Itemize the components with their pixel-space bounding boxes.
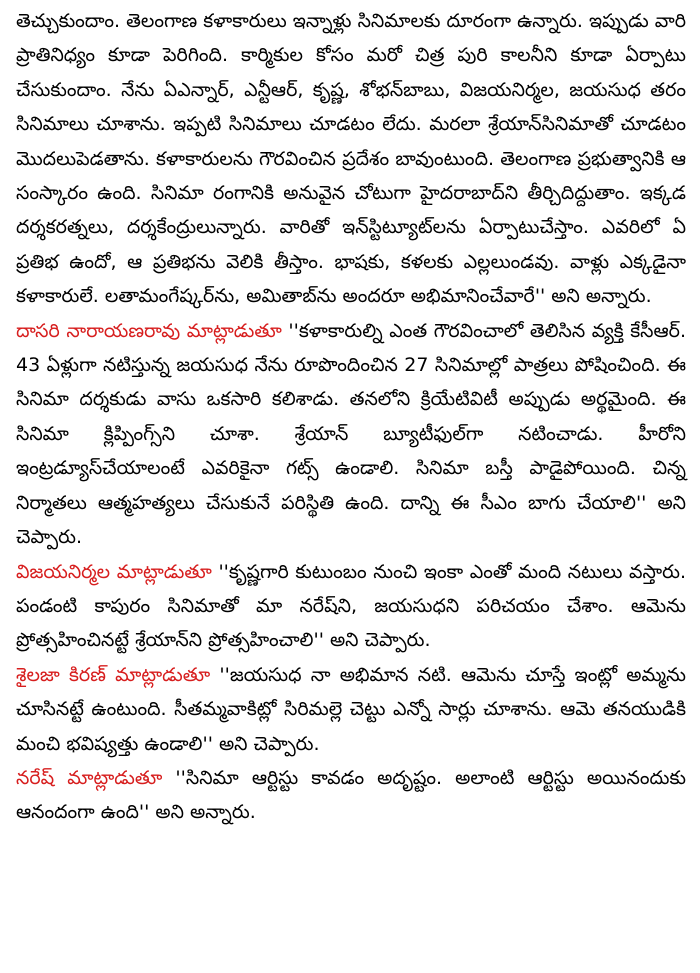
speaker-name: విజయనిర్మల మాట్లాడుతూ	[16, 560, 212, 583]
speech-paragraph-vijayanirmala	[16, 555, 686, 658]
speaker-name: శైలజా కిరణ్‌ మాట్లాడుతూ	[16, 663, 211, 686]
speech-text: ''కృష్ణగారి కుటుంబం నుంచి ఇంకా ఎంతో మంది నటులు వస్తారు. పండంటి కాపురం సినిమాతో మా నరేష్‌ని, జయసుధని పరిచయం చేశాం. ఆమెను ప్రోత్సహించినట్టే శ్రేయాన్‌ని ప్రోత్సహించాలి'' అని చెప్పారు.	[16, 560, 686, 652]
speech-paragraph-dasari	[16, 314, 686, 555]
speech-text: ''జయసుధ నా అభిమాన నటి. ఆమెను చూస్తే ఇంట్లో అమ్మను చూసినట్టే ఉంటుంది. సీతమ్మవాకిట్లో సిరిమల్లె చెట్టు ఎన్నో సార్లు చూశాను. ఆమె తనయుడికి మంచి భవిష్యత్తు ఉండాలి'' అని చెప్పారు.	[16, 663, 686, 755]
speech-text: ''సినిమా ఆర్టిస్టు కావడం అదృష్టం. అలాంటి ఆర్టిస్టు అయినందుకు ఆనందంగా ఉంది'' అని అన్నారు.	[16, 766, 686, 824]
speaker-name: దాసరి నారాయణరావు మాట్లాడుతూ	[16, 319, 282, 342]
speaker-name: నరేష్‌ మాట్లాడుతూ	[16, 766, 163, 789]
speech-paragraph-sailaja	[16, 658, 686, 761]
intro-paragraph: తెచ్చుకుందాం. తెలంగాణ కళాకారులు ఇన్నాళ్లు సినిమాలకు దూరంగా ఉన్నారు. ఇప్పుడు వారి ప్రాతినిధ్యం కూడా పెరిగింది. కార్మికుల కోసం మరో చిత్ర పురి కాలనీని కూడా ఏర్పాటు చేసుకుందాం. నేను ఏఎన్నార్‌, ఎన్టీఆర్‌, కృష్ణ, శోభన్‌బాబు, విజయనిర్మల, జయసుధ తరం సినిమాలు చూశాను. ఇప్పటి సినిమాలు చూడటం లేదు. మరలా శ్రేయాన్‌సినిమాతో చూడటం మొదలుపెడతాను. కళాకారులను గౌరవించిన ప్రదేశం బావుంటుంది. తెలంగాణ ప్రభుత్వానికి ఆ సంస్కారం ఉంది. సినిమా రంగానికి అనువైన చోటుగా హైదరాబాద్‌ని తీర్చిదిద్దుతాం. ఇక్కడ దర్శకరత్నలు, దర్శకేంద్రులున్నారు. వారితో ఇన్‌స్టిట్యూట్‌లను ఏర్పాటుచేస్తాం. ఎవరిలో ఏ ప్రతిభ ఉందో, ఆ ప్రతిభను వెలికి తీస్తాం. భాషకు, కళలకు ఎల్లలుండవు. వాళ్లు ఎక్కడైనా కళాకారులే. లతామంగేష్కర్‌ను, అమితాబ్‌ను అందరూ అభిమానించేవారే'' అని అన్నారు.	[16, 10, 686, 308]
speech-text: ''కళాకారుల్ని ఎంత గౌరవించాలో తెలిసిన వ్యక్తి కేసీఆర్‌. 43 ఏళ్లుగా నటిస్తున్న జయసుధ నేను రూపొందించిన 27 సినిమాల్లో పాత్రలు పోషించింది. ఈ సినిమా దర్శకుడు వాసు ఒకసారి కలిశాడు. తనలోని క్రియేటివిటీ అప్పుడు అర్థమైంది. ఈ సినిమా క్లిప్పింగ్స్‌ని చూశా. శ్రేయాన్‌ బ్యూటీఫుల్‌గా నటించాడు. హీరోని ఇంట్రడ్యూస్‌చేయాలంటే ఎవరికైనా గట్స్‌ ఉండాలి. సినిమా బస్తీ పాడైపోయింది. చిన్న నిర్మాతలు ఆత్మహత్యలు చేసుకునే పరిస్థితి ఉంది. దాన్ని ఈ సీఎం బాగు చేయాలి'' అని చెప్పారు.	[16, 319, 686, 549]
speech-paragraph-naresh	[16, 761, 686, 830]
